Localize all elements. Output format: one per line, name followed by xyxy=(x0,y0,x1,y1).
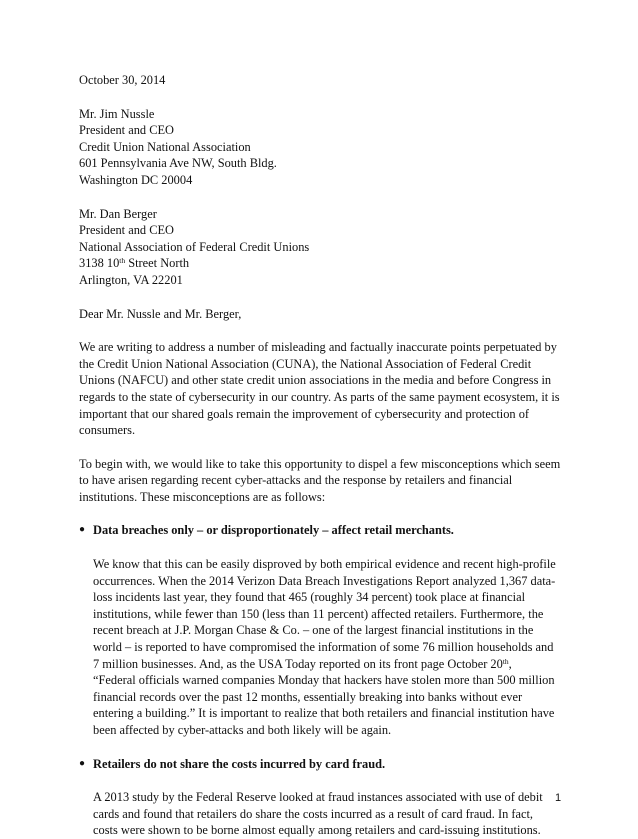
paragraph-1-line: We are writing to address a number of misleading and factually inaccurate points perpetuated by xyxy=(79,340,557,355)
recipient-1-title: President and CEO xyxy=(79,123,174,138)
recipient-1-org: Credit Union National Association xyxy=(79,139,251,154)
bullet-1-line: We know that this can be easily disproved by both empirical evidence and recent high-profile xyxy=(93,557,556,572)
recipient-block-1 xyxy=(79,106,565,189)
bullet-1-line: institutions, while fewer than 150 (less than 11 percent) affected retailers. Furthermore, the xyxy=(93,606,544,621)
bullet-1-line: financial records over the past 12 months, essentially breaking into banks without ever xyxy=(93,689,523,704)
bullet-icon: ● xyxy=(79,524,86,536)
bullet-1-line xyxy=(93,656,565,673)
paragraph-1-line: regards to the state of cybersecurity in our country. As parts of the same payment ecosystem, it is xyxy=(79,389,560,404)
paragraph-1 xyxy=(79,339,565,439)
recipient-1-city: Washington DC 20004 xyxy=(79,172,193,187)
paragraph-2 xyxy=(79,456,565,506)
bullet-2-line: cards and found that retailers do share the costs incurred as a result of card fraud. In fact, xyxy=(93,806,534,821)
paragraph-2-line: To begin with, we would like to take this opportunity to dispel a few misconceptions which seem xyxy=(79,456,561,471)
letter-body xyxy=(79,72,565,839)
bullet-2-body xyxy=(79,789,565,839)
bullet-item-2 xyxy=(79,756,565,773)
bullet-item-1 xyxy=(79,522,565,539)
paragraph-1-line: the Credit Union National Association (CUNA), the National Association of Federal Credit xyxy=(79,356,532,371)
recipient-2-city: Arlington, VA 22201 xyxy=(79,272,183,287)
bullet-1-heading: Data breaches only – or disproportionately – affect retail merchants. xyxy=(93,523,454,538)
paragraph-1-line: Unions (NAFCU) and other state credit union associations in the media and before Congress in xyxy=(79,373,552,388)
address-street: Street North xyxy=(125,256,190,271)
bullet-1-line: loss incidents last year, they found that 465 (roughly 34 percent) took place at financial xyxy=(93,590,526,605)
salutation: Dear Mr. Nussle and Mr. Berger, xyxy=(79,306,242,321)
bullet-1-line-7-comma: , xyxy=(508,656,512,671)
paragraph-1-line: consumers. xyxy=(79,423,136,438)
date-ordinal: th xyxy=(502,656,509,666)
recipient-block-2 xyxy=(79,206,565,289)
bullet-2-line: A 2013 study by the Federal Reserve looked at fraud instances associated with use of debit xyxy=(93,790,543,805)
bullet-1-line: “Federal officials warned companies Monday that hackers have stolen more than 500 million xyxy=(93,673,555,688)
letter-date: October 30, 2014 xyxy=(79,73,166,87)
address-number: 3138 10 xyxy=(79,256,120,271)
address-ordinal: th xyxy=(119,256,126,266)
recipient-2-name: Mr. Dan Berger xyxy=(79,206,157,221)
recipient-2-title: President and CEO xyxy=(79,223,174,238)
bullet-1-line: occurrences. When the 2014 Verizon Data Breach Investigations Report analyzed 1,367 data- xyxy=(93,573,556,588)
recipient-1-address: 601 Pennsylvania Ave NW, South Bldg. xyxy=(79,156,277,171)
page-number: 1 xyxy=(555,792,562,804)
bullet-1-line-7-text: 7 million businesses. And, as the USA Today reported on its front page October 20 xyxy=(93,656,503,671)
bullet-1-line: entering a building.” It is important to realize that both retailers and financial institution have xyxy=(93,706,555,721)
paragraph-1-line: important that our shared goals remain the improvement of cybersecurity and protection of xyxy=(79,406,530,421)
recipient-1-name: Mr. Jim Nussle xyxy=(79,106,155,121)
bullet-1-body xyxy=(79,556,565,739)
paragraph-2-line: institutions. These misconceptions are as follows: xyxy=(79,489,326,504)
bullet-1-line: recent breach at J.P. Morgan Chase & Co. – one of the largest financial institutions in the xyxy=(93,623,534,638)
bullet-2-line: costs were shown to be borne almost equally among retailers and card-issuing institutions. xyxy=(93,823,541,838)
recipient-2-address xyxy=(79,255,565,272)
bullet-1-line: been affected by cyber-attacks and both likely will be again. xyxy=(93,723,392,737)
paragraph-2-line: to have arisen regarding recent cyber-attacks and the response by retailers and financial xyxy=(79,473,513,488)
recipient-2-org: National Association of Federal Credit Unions xyxy=(79,239,310,254)
bullet-icon: ● xyxy=(79,757,86,769)
bullet-1-line: world – is reported to have compromised the information of some 76 million households and xyxy=(93,640,554,655)
bullet-2-heading: Retailers do not share the costs incurred by card fraud. xyxy=(93,756,386,771)
